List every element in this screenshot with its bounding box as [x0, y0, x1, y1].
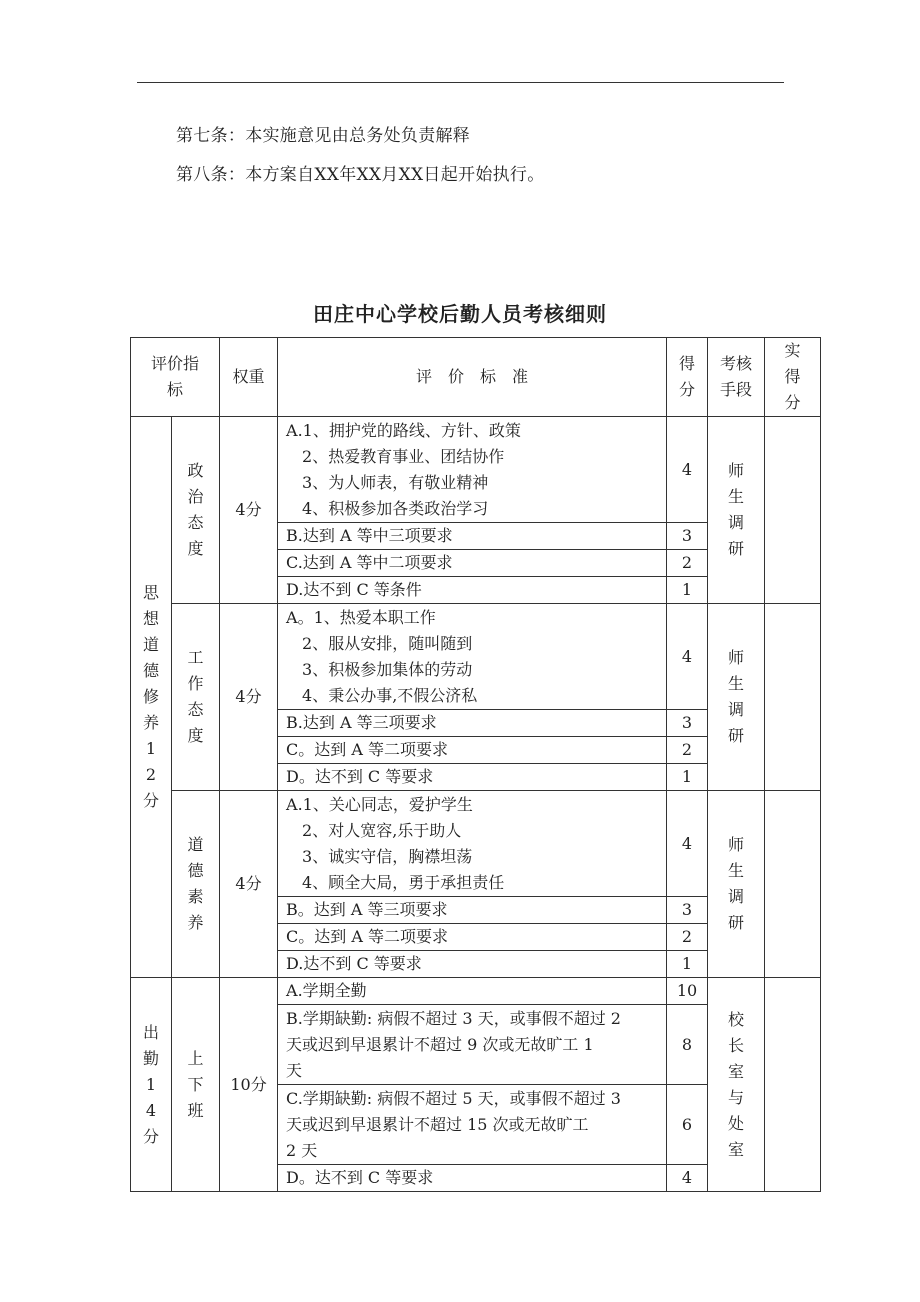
header-score: 得分	[667, 338, 708, 417]
category-cell: 出勤14分	[131, 978, 172, 1192]
score-cell: 4	[667, 417, 708, 523]
score-cell: 3	[667, 523, 708, 550]
assessment-table	[130, 337, 821, 1192]
criteria-cell	[278, 897, 667, 924]
score-cell: 8	[667, 1005, 708, 1085]
weight-cell: 10分	[220, 978, 278, 1192]
actual-score-cell	[765, 978, 821, 1192]
score-cell: 10	[667, 978, 708, 1005]
header-weight: 权重	[220, 338, 278, 417]
actual-score-cell	[765, 417, 821, 604]
category-cell: 思想道德修养12分	[131, 417, 172, 978]
item-name-cell: 道德素养	[172, 791, 220, 978]
actual-score-cell	[765, 604, 821, 791]
header-rule	[137, 82, 784, 83]
criteria-line: 4、顾全大局，勇于承担责任	[302, 872, 505, 892]
criteria-line: B。达到 A 等三项要求	[286, 900, 448, 919]
score-cell: 4	[667, 604, 708, 710]
actual-score-cell	[765, 791, 821, 978]
header-method: 考核手段	[708, 338, 765, 417]
criteria-line: A.1、拥护党的路线、方针、政策	[286, 420, 521, 440]
article-8: 第八条：本方案自XX年XX月XX日起开始执行。	[176, 165, 545, 185]
header-standard: 评 价 标 准	[278, 338, 667, 417]
weight-cell: 4分	[220, 417, 278, 604]
criteria-line: D。达不到 C 等要求	[286, 767, 434, 786]
header-indicator: 评价指标	[131, 338, 220, 417]
criteria-cell	[278, 764, 667, 791]
criteria-line: 天或迟到早退累计不超过 15 次或无故旷工	[286, 1114, 589, 1134]
criteria-cell	[278, 924, 667, 951]
item-name-cell: 政治态度	[172, 417, 220, 604]
criteria-cell	[278, 737, 667, 764]
criteria-line: 3、诚实守信，胸襟坦荡	[302, 846, 473, 866]
score-cell: 4	[667, 1165, 708, 1192]
criteria-line: 2、热爱教育事业、团结协作	[302, 446, 505, 466]
article-7: 第七条：本实施意见由总务处负责解释	[176, 126, 471, 146]
criteria-cell	[278, 1005, 667, 1085]
score-cell: 1	[667, 951, 708, 978]
criteria-line: C.学期缺勤: 病假不超过 5 天，或事假不超过 3	[286, 1088, 621, 1108]
criteria-cell	[278, 978, 667, 1005]
weight-cell: 4分	[220, 791, 278, 978]
criteria-line: 3、为人师表，有敬业精神	[302, 472, 489, 492]
item-name-cell: 上下班	[172, 978, 220, 1192]
score-cell: 1	[667, 764, 708, 791]
header-row	[131, 338, 821, 417]
criteria-line: D.达不到 C 等条件	[286, 580, 422, 599]
criteria-line: 3、积极参加集体的劳动	[302, 659, 473, 679]
method-cell: 师生调研	[708, 417, 765, 604]
criteria-cell	[278, 577, 667, 604]
score-cell: 4	[667, 791, 708, 897]
criteria-line: 天或迟到早退累计不超过 9 次或无故旷工 1	[286, 1034, 594, 1054]
criteria-line: 4、积极参加各类政治学习	[302, 498, 489, 518]
criteria-cell	[278, 951, 667, 978]
criteria-line: C.达到 A 等中二项要求	[286, 553, 453, 572]
score-cell: 3	[667, 897, 708, 924]
criteria-line: D.达不到 C 等要求	[286, 954, 422, 973]
score-cell: 2	[667, 924, 708, 951]
criteria-cell	[278, 710, 667, 737]
criteria-cell	[278, 791, 667, 897]
score-cell: 2	[667, 550, 708, 577]
table-row	[131, 978, 821, 1005]
criteria-line: B.达到 A 等中三项要求	[286, 526, 453, 545]
criteria-cell	[278, 1085, 667, 1165]
item-name-cell: 工作态度	[172, 604, 220, 791]
table-row	[131, 417, 821, 523]
criteria-line: 4、秉公办事,不假公济私	[302, 685, 478, 705]
criteria-line: 2 天	[286, 1140, 318, 1160]
method-cell: 师生调研	[708, 791, 765, 978]
criteria-cell	[278, 523, 667, 550]
method-cell: 校长室与处室	[708, 978, 765, 1192]
criteria-cell	[278, 417, 667, 523]
score-cell: 1	[667, 577, 708, 604]
score-cell: 3	[667, 710, 708, 737]
criteria-line: 2、服从安排，随叫随到	[302, 633, 473, 653]
criteria-cell	[278, 1165, 667, 1192]
table-title: 田庄中心学校后勤人员考核细则	[313, 302, 607, 326]
criteria-line: C。达到 A 等二项要求	[286, 740, 448, 759]
criteria-line: B.达到 A 等三项要求	[286, 713, 437, 732]
criteria-line: A.1、关心同志，爱护学生	[286, 794, 473, 814]
score-cell: 6	[667, 1085, 708, 1165]
criteria-line: D。达不到 C 等要求	[286, 1168, 434, 1187]
score-cell: 2	[667, 737, 708, 764]
criteria-line: A。1、热爱本职工作	[286, 607, 436, 627]
criteria-cell	[278, 550, 667, 577]
criteria-line: 天	[286, 1060, 303, 1080]
criteria-line: B.学期缺勤: 病假不超过 3 天，或事假不超过 2	[286, 1008, 621, 1028]
criteria-cell	[278, 604, 667, 710]
method-cell: 师生调研	[708, 604, 765, 791]
header-actual: 实得分	[765, 338, 821, 417]
criteria-line: 2、对人宽容,乐于助人	[302, 820, 462, 840]
table-row	[131, 791, 821, 897]
weight-cell: 4分	[220, 604, 278, 791]
table-row	[131, 604, 821, 710]
criteria-line: C。达到 A 等二项要求	[286, 927, 448, 946]
criteria-line: A.学期全勤	[286, 981, 367, 1000]
